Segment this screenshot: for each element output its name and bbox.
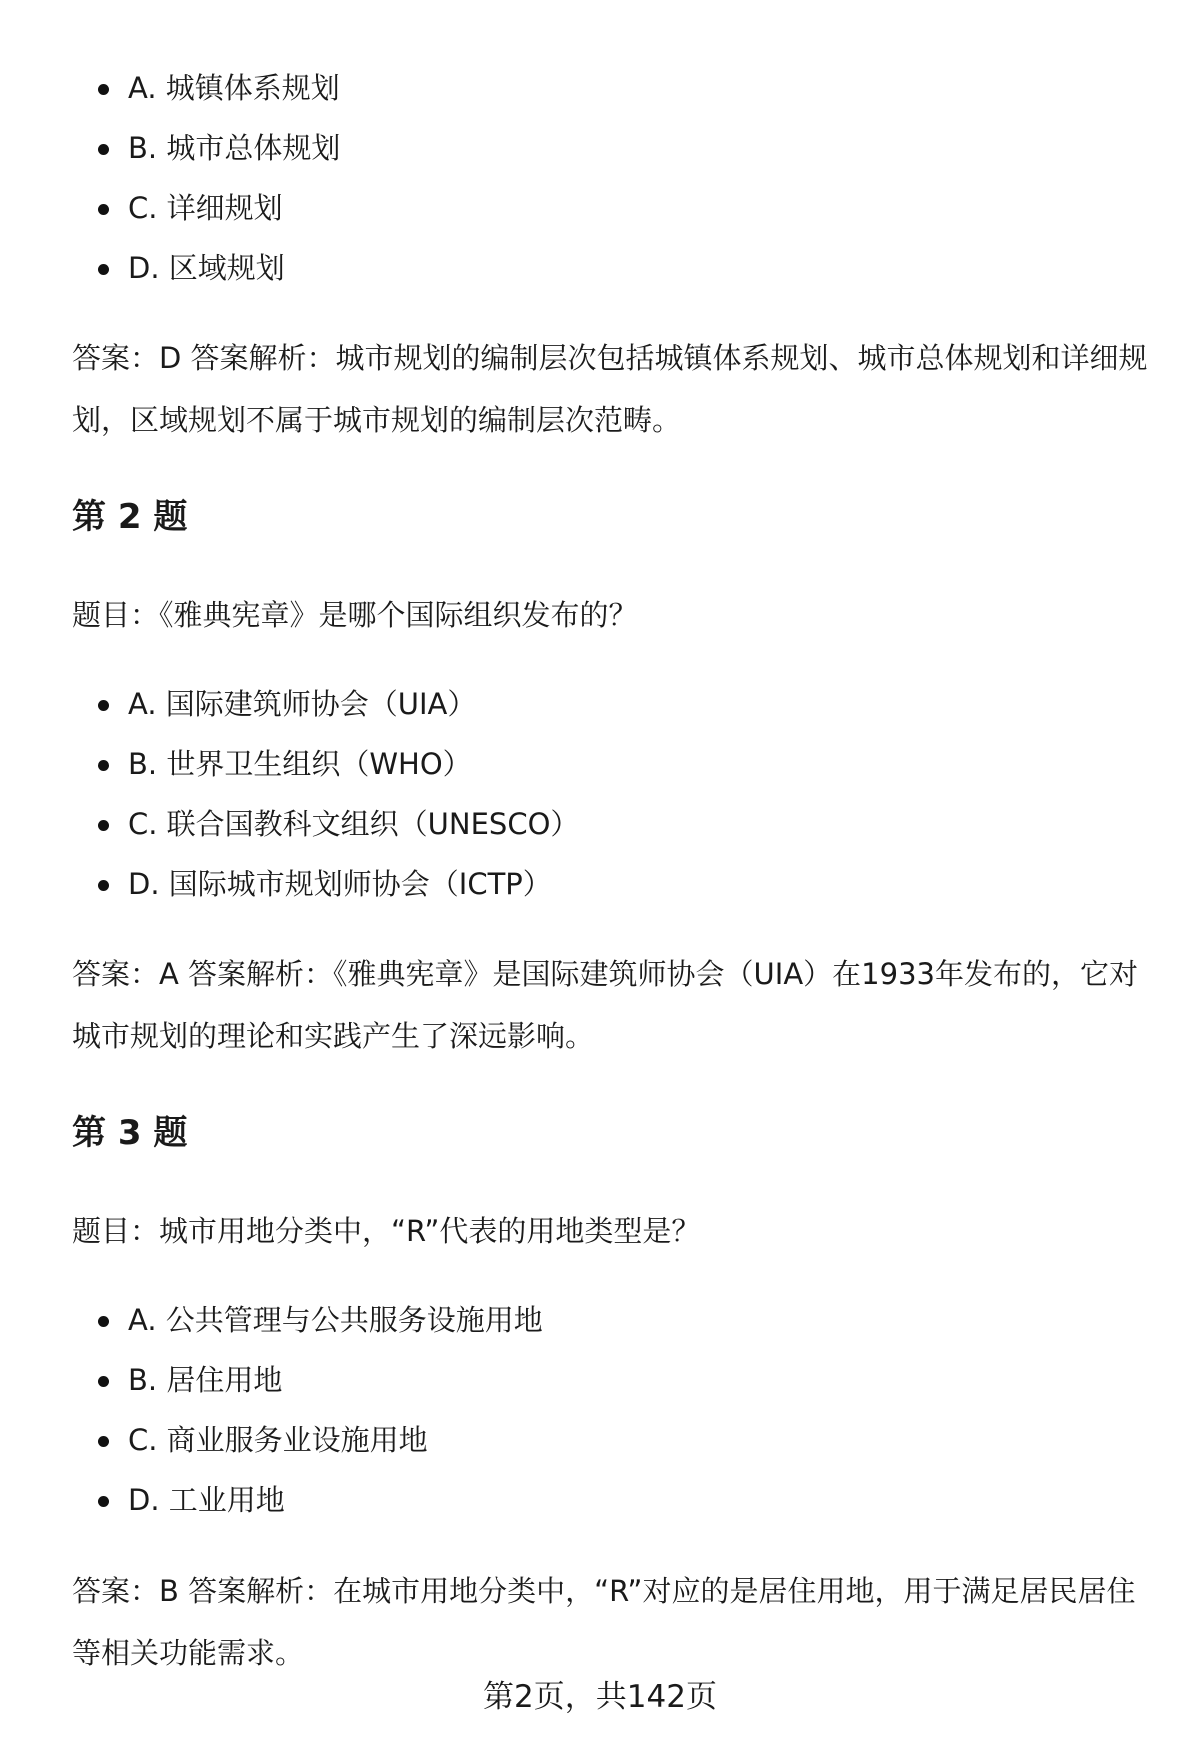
page-number: 第2页，共142页	[483, 1679, 717, 1715]
q1-option-b: B. 城市总体规划	[96, 118, 340, 178]
q3-heading: 第 3 题	[72, 1113, 188, 1153]
q3-option-b: B. 居住用地	[96, 1350, 543, 1410]
q3-options	[96, 1290, 543, 1530]
q1-answer: 答案：D 答案解析：城市规划的编制层次包括城镇体系规划、城市总体规划和详细规划，区域规划不属于城市规划的编制层次范畴。	[72, 341, 1148, 437]
q3-option-d: D. 工业用地	[96, 1470, 543, 1530]
q3-answer: 答案：B 答案解析：在城市用地分类中，“R”对应的是居住用地，用于满足居民居住等相关功能需求。	[72, 1574, 1136, 1670]
q2-option-a: A. 国际建筑师协会（UIA）	[96, 674, 579, 734]
q2-heading: 第 2 题	[72, 497, 188, 537]
q2-option-d: D. 国际城市规划师协会（ICTP）	[96, 854, 579, 914]
q3-option-a: A. 公共管理与公共服务设施用地	[96, 1290, 543, 1350]
q2-option-c: C. 联合国教科文组织（UNESCO）	[96, 794, 579, 854]
q2-question: 题目：《雅典宪章》是哪个国际组织发布的？	[72, 598, 638, 632]
q2-option-b: B. 世界卫生组织（WHO）	[96, 734, 579, 794]
q3-question: 题目：城市用地分类中，“R”代表的用地类型是？	[72, 1214, 701, 1248]
q1-option-c: C. 详细规划	[96, 178, 340, 238]
q2-answer: 答案：A 答案解析：《雅典宪章》是国际建筑师协会（UIA）在1933年发布的，它对城市规划的理论和实践产生了深远影响。	[72, 957, 1138, 1053]
q3-option-c: C. 商业服务业设施用地	[96, 1410, 543, 1470]
q2-options	[96, 674, 579, 914]
q1-option-d: D. 区域规划	[96, 238, 340, 298]
q1-options	[96, 58, 340, 298]
q1-option-a: A. 城镇体系规划	[96, 58, 340, 118]
